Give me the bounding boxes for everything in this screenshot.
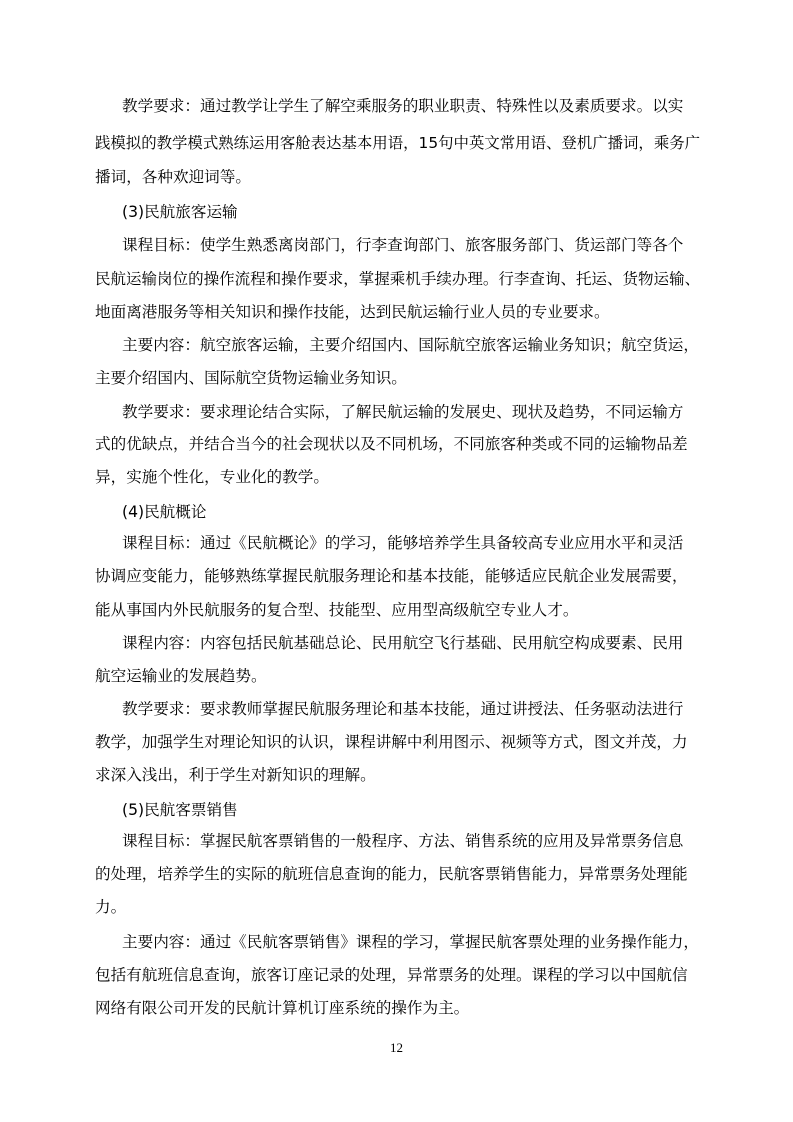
text-line: 求深入浅出，利于学生对新知识的理解。 — [95, 766, 376, 784]
section-heading: (4)民航概论 — [122, 503, 207, 521]
text-line: 主要内容：通过《民航客票销售》课程的学习，掌握民航客票处理的业务操作能力， — [122, 933, 699, 951]
page-number: 12 — [390, 1040, 403, 1055]
text-line: 的处理，培养学生的实际的航班信息查询的能力，民航客票销售能力，异常票务处理能 — [95, 865, 688, 883]
text-line: 主要介绍国内、国际航空货物运输业务知识。 — [95, 369, 407, 387]
text-line: 包括有航班信息查询，旅客订座记录的处理，异常票务的处理。课程的学习以中国航信 — [95, 966, 688, 984]
text-line: 课程内容：内容包括民航基础总论、民用航空飞行基础、民用航空构成要素、民用 — [122, 634, 684, 652]
text-line: 网络有限公司开发的民航计算机订座系统的操作为主。 — [95, 999, 470, 1017]
text-line: 课程目标：通过《民航概论》的学习，能够培养学生具备较高专业应用水平和灵活 — [122, 534, 684, 552]
text-line: 力。 — [95, 898, 127, 916]
text-line: 课程目标：使学生熟悉离岗部门，行李查询部门、旅客服务部门、货运部门等各个 — [122, 236, 684, 254]
text-line: 主要内容：航空旅客运输，主要介绍国内、国际航空旅客运输业务知识；航空货运， — [122, 336, 699, 354]
text-line: 航空运输业的发展趋势。 — [95, 667, 267, 685]
section-heading: (5)民航客票销售 — [122, 801, 238, 819]
text-line: 异，实施个性化，专业化的教学。 — [95, 468, 329, 486]
text-line: 能从事国内外民航服务的复合型、技能型、应用型高级航空专业人才。 — [95, 601, 579, 619]
text-line: 践模拟的教学模式熟练运用客舱表达基本用语，15句中英文常用语、登机广播词，乘务广 — [95, 134, 701, 152]
text-line: 地面离港服务等相关知识和操作技能，达到民航运输行业人员的专业要求。 — [95, 303, 610, 321]
text-line: 课程目标：掌握民航客票销售的一般程序、方法、销售系统的应用及异常票务信息 — [122, 832, 684, 850]
text-line: 教学要求：要求理论结合实际，了解民航运输的发展史、现状及趋势，不同运输方 — [122, 403, 684, 421]
section-heading: (3)民航旅客运输 — [122, 203, 238, 221]
text-line: 民航运输岗位的操作流程和操作要求，掌握乘机手续办理。行李查询、托运、货物运输、 — [95, 270, 701, 288]
text-line: 协调应变能力，能够熟练掌握民航服务理论和基本技能，能够适应民航企业发展需要， — [95, 567, 688, 585]
text-line: 教学要求：通过教学让学生了解空乘服务的职业职责、特殊性以及素质要求。以实 — [122, 97, 684, 115]
text-line: 教学，加强学生对理论知识的认识，课程讲解中利用图示、视频等方式，图文并茂，力 — [95, 733, 688, 751]
text-line: 播词，各种欢迎词等。 — [95, 168, 251, 186]
text-line: 式的优缺点，并结合当今的社会现状以及不同机场，不同旅客种类或不同的运输物品差 — [95, 435, 688, 453]
text-line: 教学要求：要求教师掌握民航服务理论和基本技能，通过讲授法、任务驱动法进行 — [122, 700, 684, 718]
